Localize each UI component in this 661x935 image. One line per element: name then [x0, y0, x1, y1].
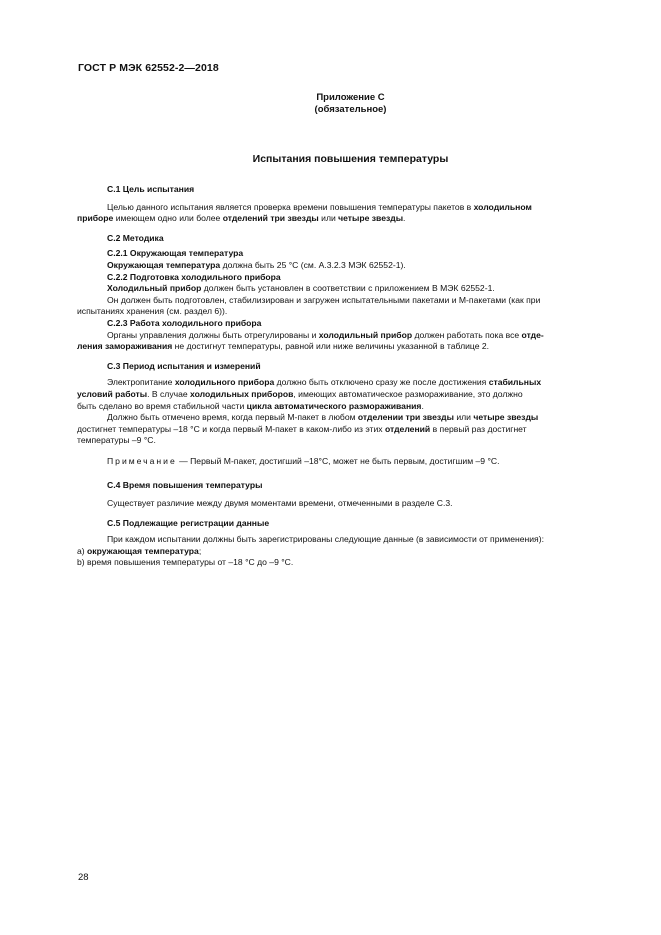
section-c22-paragraph: Холодильный прибор должен быть установлен в соответствии с приложением В МЭК 62552-1. [107, 283, 495, 294]
section-c3-note [107, 456, 616, 468]
document-body [77, 184, 616, 569]
note-label: Примечание [107, 455, 177, 466]
section-c3-heading: С.3 Период испытания и измерений [107, 360, 261, 371]
annex-status: (обязательное) [314, 104, 387, 115]
section-c5-item-a: a) окружающая температура; [77, 545, 202, 556]
section-c4-paragraph: Существует различие между двумя моментами времени, отмеченными в разделе С.3. [107, 498, 453, 509]
section-c5-item-b: b) время повышения температуры от –18 °С до –9 °С. [77, 557, 294, 568]
section-c21-paragraph: Окружающая температура должна быть 25 °С (см. А.3.2.3 МЭК 62552-1). [107, 259, 406, 270]
section-c2-heading: С.2 Методика [107, 232, 164, 243]
section-c5-paragraph: При каждом испытании должны быть зарегистрированы следующие данные (в зависимости от применения): [107, 534, 544, 545]
section-c3-paragraph-2: Должно быть отмечено время, когда первый М-пакет в любом отделении три звезды или четыре звезды достигнет температуры –18 °С и когда первый М-пакет в каком-либо из этих отделений в первый раз достигнет температуры –9 °С. [77, 412, 539, 446]
note-text: — Первый М-пакет, достигший –18°С, может не быть первым, достигшим –9 °С. [176, 455, 500, 466]
section-c1-paragraph: Целью данного испытания является проверка времени повышения температуры пакетов в холодильном приборе имеющем одно или более отделений три звезды или четыре звезды. [77, 201, 532, 224]
section-c22-paragraph-2: Он должен быть подготовлен, стабилизирован и загружен испытательными пакетами и М-пакетами (как при испытаниях хранения (см. раздел 6)). [77, 294, 541, 317]
section-c1-heading: С.1 Цель испытания [107, 184, 195, 194]
document-id-header: ГОСТ Р МЭК 62552-2—2018 [78, 62, 219, 74]
section-c4-heading: С.4 Время повышения температуры [107, 480, 263, 491]
annex-title: Испытания повышения температуры [252, 153, 449, 165]
page-number: 28 [78, 872, 89, 883]
section-c3-paragraph: Электропитание холодильного прибора должно быть отключено сразу же после достижения стабильных условий работы. В случае холодильных приборов, имеющих автоматическое размораживание, это должно быть сделано во время стабильной части цикла автоматического размораживания. [77, 377, 542, 411]
section-c23-heading: С.2.3 Работа холодильного прибора [107, 317, 262, 328]
annex-heading [0, 92, 661, 116]
section-c22-heading: С.2.2 Подготовка холодильного прибора [107, 271, 281, 282]
annex-label: Приложение С [316, 92, 385, 103]
section-c21-heading: С.2.1 Окружающая температура [107, 248, 244, 259]
section-c5-heading: С.5 Подлежащие регистрации данные [107, 517, 270, 528]
section-c23-paragraph: Органы управления должны быть отрегулированы и холодильный прибор должен работать пока все отде- ления замораживания не достигнут температуры, равной или ниже величины указанной в таблице 2. [77, 329, 544, 352]
